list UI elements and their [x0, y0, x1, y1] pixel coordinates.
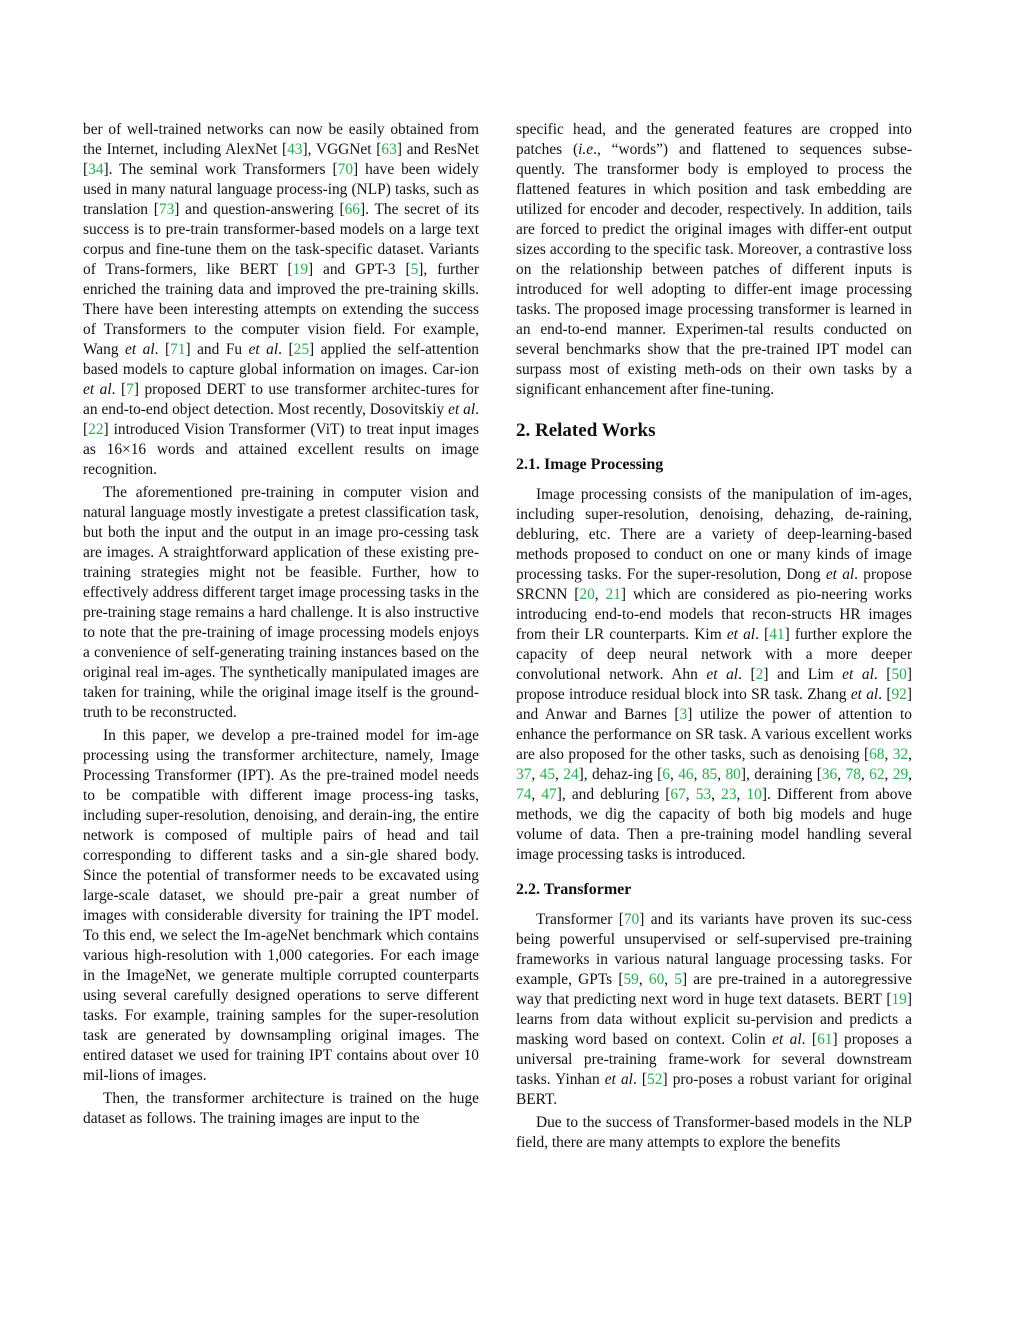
citation-link[interactable]: 3 [679, 706, 688, 723]
citation-link[interactable]: 85 [701, 766, 718, 783]
citation-link[interactable]: 71 [170, 341, 186, 358]
citation-link[interactable]: 36 [821, 766, 838, 783]
italic-text: et al [772, 1031, 802, 1048]
citation-link[interactable]: 10 [746, 786, 762, 803]
italic-text: et al [850, 686, 879, 703]
italic-text: i.e [578, 141, 594, 158]
citation-link[interactable]: 62 [869, 766, 885, 783]
citation-link[interactable]: 46 [678, 766, 694, 783]
paragraph-transformer: Transformer [70] and its variants have proven its suc-cess being powerful unsupervised or self-supervised pre-training frameworks in various natural language processing tasks. For example, GPTs [59, 60, 5] are pre-trained in a autoregressive way that predicting next word in huge text datasets. BERT [19] learns from data without explicit su-pervision and predicts a masking word based on context. Colin et al. [61] proposes a universal pre-training frame-work for several downstream tasks. Yinhan et al. [52] pro-poses a robust variant for original BERT. [516, 911, 912, 1108]
citation-link[interactable]: 19 [891, 991, 907, 1008]
citation-link[interactable]: 66 [344, 201, 360, 218]
citation-link[interactable]: 70 [623, 911, 640, 928]
citation-link[interactable]: 61 [817, 1031, 833, 1048]
citation-link[interactable]: 59 [623, 971, 639, 988]
subsection-title-transformer: 2.2. Transformer [516, 881, 632, 898]
citation-link[interactable]: 23 [721, 786, 737, 803]
italic-text: et al [604, 1071, 633, 1088]
citation-link[interactable]: 20 [579, 586, 595, 603]
italic-text: et al [706, 666, 739, 683]
citation-link[interactable]: 43 [287, 141, 303, 158]
paragraph-pretraining-challenge: The aforementioned pre-training in computer vision and natural language mostly investigate a pretest classification task, but both the input and the output in an image pro-cessing task are images. A straightforward application of these existing pre-training strategies might not be feasible. Further, how to effectively address different target image processing tasks in the pre-training stage remains a hard challenge. It is also instructive to note that the pre-training of image processing models enjoys a convenience of self-generating training instances based on the original real im-ages. The synthetically manipulated images are taken for training, while the original image itself is the ground-truth to be reconstructed. [83, 484, 479, 721]
paragraph-training-procedure: Then, the transformer architecture is trained on the huge dataset as follows. The training images are input to the [83, 1090, 479, 1127]
citation-link[interactable]: 70 [337, 161, 354, 178]
citation-link[interactable]: 21 [605, 586, 621, 603]
italic-text: et al [125, 341, 155, 358]
italic-text: et al [842, 666, 874, 683]
citation-link[interactable]: 78 [845, 766, 861, 783]
citation-link[interactable]: 24 [563, 766, 579, 783]
paragraph-ipt-overview: In this paper, we develop a pre-trained model for im-age processing using the transformer architecture, namely, Image Processing Transformer (IPT). As the pre-trained model needs to be compatible with different image process-ing tasks, including super-resolution, denoising, and derain-ing, the entire network is composed of multiple pairs of head and tail corresponding to different tasks and a sin-gle shared body. Since the potential of transformer needs to be excavated using large-scale dataset, we should pre-pair a great number of images with considerable diversity for training the IPT model. To this end, we select the Im-ageNet benchmark which contains various high-resolution with 1,000 categories. For each image in the ImageNet, we generate multiple corrupted counterparts using several carefully designed operations to serve different tasks. For example, training samples for the super-resolution task are generated by downsampling original images. The entired dataset we used for training IPT contains about over 10 mil-lions of images. [83, 727, 479, 1084]
citation-link[interactable]: 29 [892, 766, 909, 783]
paragraph-intro-transformers: ber of well-trained networks can now be easily obtained from the Internet, including AlexNet [43], VGGNet [63] and ResNet [34]. The seminal work Transformers [70] have been widely used in many natural language process-ing (NLP) tasks, such as translation [73] and question-answering [66]. The secret of its success is to pre-train transformer-based models on a large text corpus and fine-tune them on the task-specific dataset. Variants of Trans-formers, like BERT [19] and GPT-3 [5], further enriched the training data and improved the pre-training skills. There have been interesting attempts on extending the success of Transformers to the computer vision field. For example, Wang et al. [71] and Fu et al. [25] applied the self-attention based models to capture global information on images. Car-ion et al. [7] proposed DERT to use transformer architec-tures for an end-to-end object detection. Most recently, Dosovitskiy et al. [22] introduced Vision Transformer (ViT) to treat input images as 16×16 words and attained excellent results on image recognition. [83, 121, 480, 478]
citation-link[interactable]: 41 [769, 626, 785, 643]
citation-link[interactable]: 5 [674, 971, 682, 988]
citation-link[interactable]: 25 [293, 341, 310, 358]
citation-link[interactable]: 37 [516, 766, 532, 783]
citation-link[interactable]: 19 [292, 261, 309, 278]
citation-link[interactable]: 50 [891, 666, 907, 683]
citation-link[interactable]: 60 [648, 971, 665, 988]
paragraph-transformer-cv: Due to the success of Transformer-based models in the NLP field, there are many attempts to explore the benefits [516, 1114, 912, 1151]
italic-text: et al [726, 626, 756, 643]
citation-link[interactable]: 6 [662, 766, 670, 783]
citation-link[interactable]: 74 [516, 786, 532, 803]
paragraph-image-processing: Image processing consists of the manipulation of im-ages, including super-resolution, denoising, dehazing, de-raining, debluring, etc. There are a variety of deep-learning-based methods proposed to conduct on one or many kinds of image processing tasks. For the super-resolution, Dong et al. propose SRCNN [20, 21] which are considered as pio-neering works introducing end-to-end models that recon-structs HR images from their LR counterparts. Kim et al. [41] further explore the capacity of deep neural network with a more deeper convolutional network. Ahn et al. [2] and Lim et al. [50] propose introduce residual block into SR task. Zhang et al. [92] and Anwar and Barnes [3] utilize the power of attention to enhance the performance on SR task. A various excellent works are also proposed for the other tasks, such as denoising [68, 32, 37, 45, 24], dehaz-ing [6, 46, 85, 80], deraining [36, 78, 62, 29, 74, 47], and debluring [67, 53, 23, 10]. Different from above methods, we dig the capacity of both big models and huge volume of data. Then a pre-training model handling several image processing tasks is introduced. [516, 486, 913, 863]
citation-link[interactable]: 53 [695, 786, 712, 803]
citation-link[interactable]: 92 [891, 686, 907, 703]
citation-link[interactable]: 7 [126, 381, 134, 398]
citation-link[interactable]: 73 [158, 201, 175, 218]
italic-text: et al [83, 381, 112, 398]
citation-link[interactable]: 80 [725, 766, 741, 783]
citation-link[interactable]: 45 [539, 766, 556, 783]
right-column [516, 120, 912, 1153]
citation-link[interactable]: 2 [755, 666, 764, 683]
section-title-related-works: 2. Related Works [516, 420, 656, 441]
citation-link[interactable]: 34 [88, 161, 104, 178]
citation-link[interactable]: 68 [869, 746, 885, 763]
left-column [83, 120, 479, 1129]
italic-text: et al [248, 341, 279, 358]
citation-link[interactable]: 5 [410, 261, 419, 278]
citation-link[interactable]: 22 [88, 421, 104, 438]
italic-text: et al [448, 401, 476, 418]
citation-link[interactable]: 47 [541, 786, 557, 803]
citation-link[interactable]: 67 [670, 786, 686, 803]
subsection-title-image-processing: 2.1. Image Processing [516, 456, 664, 473]
citation-link[interactable]: 63 [381, 141, 397, 158]
citation-link[interactable]: 32 [892, 746, 909, 763]
italic-text: et al [825, 566, 855, 583]
paragraph-ipt-architecture: specific head, and the generated features are cropped into patches (i.e., “words”) and flattened to sequences subse-quently. The transformer body is employed to process the flattened features in which position and task embedding are utilized for encoder and decoder, respectively. In addition, tails are forced to predict the original images with differ-ent output sizes according to the specific task. Moreover, a contrastive loss on the relationship between patches of different inputs is introduced for well adopting to differ-ent image processing tasks. The proposed image processing transformer is learned in an end-to-end manner. Experimen-tal results conducted on several benchmarks show that the pre-trained IPT model can surpass most of existing meth-ods on their own tasks by a significant enhancement after fine-tuning. [516, 121, 913, 398]
citation-link[interactable]: 52 [647, 1071, 663, 1088]
